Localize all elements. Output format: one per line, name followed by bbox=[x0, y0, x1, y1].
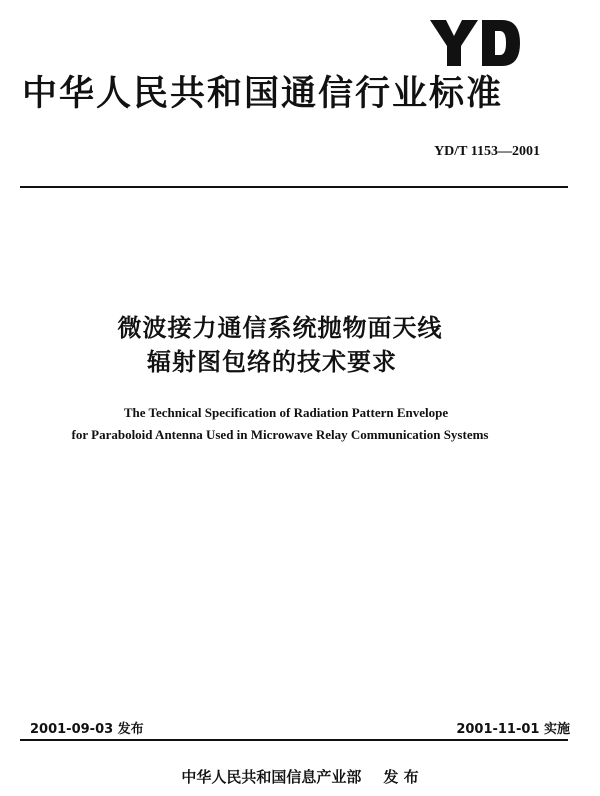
issuer-line bbox=[0, 766, 600, 787]
footer-divider bbox=[20, 739, 568, 741]
chinese-title-line-1: 微波接力通信系统抛物面天线 bbox=[117, 314, 443, 342]
english-title-line-2: for Paraboloid Antenna Used in Microwave Relay Communication Systems bbox=[71, 427, 489, 442]
english-title-line-1: The Technical Specification of Radiation Pattern Envelope bbox=[123, 405, 449, 420]
issue-date: 2001-09-03 发布 bbox=[30, 722, 144, 737]
chinese-title-line-2: 辐射图包络的技术要求 bbox=[147, 348, 397, 376]
yd-logo bbox=[430, 14, 520, 70]
implementation-date: 2001-11-01 实施 bbox=[456, 722, 570, 737]
standard-number: YD/T 1153—2001 bbox=[434, 144, 540, 159]
issuer-name: 中华人民共和国信息产业部 bbox=[181, 768, 362, 786]
issuer-action: 发 布 bbox=[383, 768, 419, 786]
standard-category-title: 中华人民共和国通信行业标准 bbox=[22, 74, 504, 114]
yd-logo-mark bbox=[430, 14, 520, 70]
header-divider bbox=[20, 186, 568, 188]
